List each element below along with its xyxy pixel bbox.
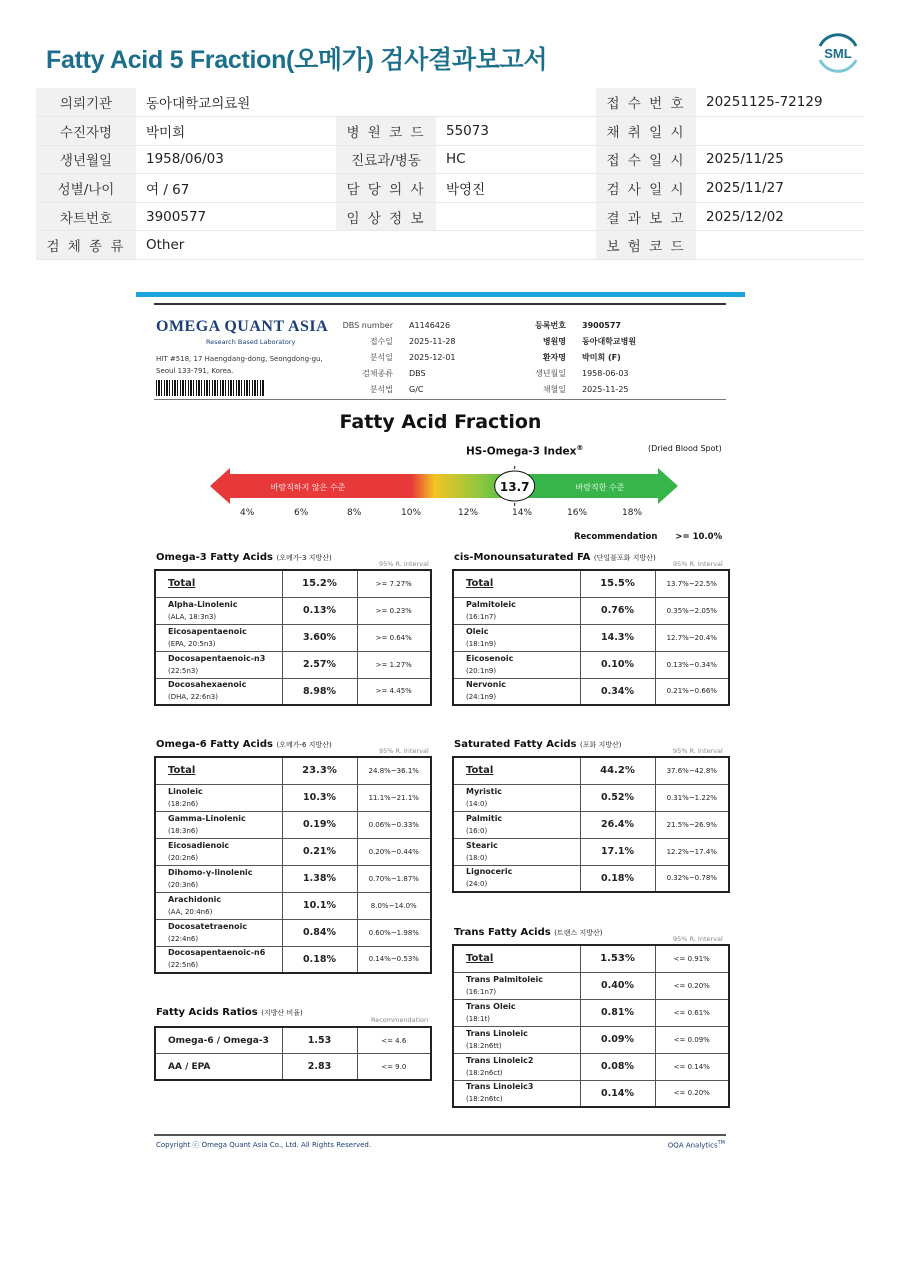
lab-logo: OMEGA QUANT ASIA xyxy=(156,318,329,335)
info-value: 여 / 67 xyxy=(136,174,336,203)
fa-code: (24:0) xyxy=(466,880,488,889)
barcode xyxy=(156,380,264,396)
total-ref: >= 7.27% xyxy=(357,570,431,597)
fa-value: 0.10% xyxy=(580,651,655,678)
section-title: Omega-3 Fatty Acids xyxy=(156,552,273,563)
omega3-index-scale xyxy=(210,466,678,506)
info-label: 병 원 코 드 xyxy=(336,117,436,146)
meta-value: 2025-12-01 xyxy=(409,353,456,362)
interval-note: 95% R. Interval xyxy=(379,747,429,755)
fa-name: Linoleic xyxy=(168,786,203,796)
tick-label: 18% xyxy=(622,508,643,518)
meta-value: 3900577 xyxy=(582,321,621,330)
trans-title xyxy=(454,927,602,938)
lab-address: HIT #518, 17 Haengdang-dong, Seongdong-gu, Seoul 133-791, Korea. xyxy=(156,355,323,375)
total-value: 1.53% xyxy=(580,945,655,972)
info-row xyxy=(36,174,864,203)
total-ref: <= 0.91% xyxy=(655,945,729,972)
report-top-bar xyxy=(136,292,745,297)
info-label: 보 험 코 드 xyxy=(596,231,696,260)
interval-note: 95% R. Interval xyxy=(673,560,723,568)
fa-name: Stearic xyxy=(466,840,498,850)
total-label: Total xyxy=(155,570,282,597)
info-value: 2025/11/25 xyxy=(696,145,864,174)
meta-value: 2025-11-25 xyxy=(582,385,629,394)
ratio-ref: <= 9.0 xyxy=(357,1054,431,1081)
fa-code: (18:1t) xyxy=(466,1014,490,1023)
info-label: 접 수 번 호 xyxy=(596,88,696,117)
info-label: 접 수 일 시 xyxy=(596,145,696,174)
fa-code: (18:3n6) xyxy=(168,826,199,835)
fa-value: 10.1% xyxy=(282,892,357,919)
analytics-label: OQA Analytics xyxy=(667,1141,718,1150)
ratio-name: Omega-6 / Omega-3 xyxy=(155,1027,282,1054)
fa-name: Palmitoleic xyxy=(466,599,516,609)
fa-code: (DHA, 22:6n3) xyxy=(168,693,218,702)
fa-value: 0.76% xyxy=(580,597,655,624)
trans-table xyxy=(452,944,730,1108)
total-label: Total xyxy=(155,757,282,784)
fa-name: Trans Linoleic xyxy=(466,1028,528,1038)
fa-value: 0.14% xyxy=(580,1080,655,1107)
meta-key: 환자명 xyxy=(542,353,566,362)
trademark-mark: TM xyxy=(717,1140,725,1146)
meta-value: A1146426 xyxy=(409,321,451,330)
omega3-title xyxy=(156,552,332,563)
info-label: 수진자명 xyxy=(36,117,136,146)
fa-value: 0.08% xyxy=(580,1053,655,1080)
fa-code: (EPA, 20:5n3) xyxy=(168,639,216,648)
info-value xyxy=(436,202,596,231)
meta-value: DBS xyxy=(409,369,426,378)
fa-value: 0.09% xyxy=(580,1026,655,1053)
mufa-table xyxy=(452,569,730,706)
fa-value: 0.18% xyxy=(580,865,655,892)
copyright: Copyright ⓒ Omega Quant Asia Co., Ltd. All Rights Reserved. xyxy=(156,1141,372,1149)
fa-ref: 0.13%~0.34% xyxy=(655,651,729,678)
section-title: Fatty Acids Ratios xyxy=(156,1007,258,1018)
fa-code: (16:1n7) xyxy=(466,987,497,996)
info-value: 20251125-72129 xyxy=(696,88,864,117)
fa-ref: 12.7%~20.4% xyxy=(655,624,729,651)
fa-value: 10.3% xyxy=(282,784,357,811)
tick-label: 6% xyxy=(294,508,309,518)
fa-name: Trans Linoleic2 xyxy=(466,1055,534,1065)
tick-label: 4% xyxy=(240,508,255,518)
meta-value: 2025-11-28 xyxy=(409,337,456,346)
interval-note: 95% R. Interval xyxy=(673,935,723,943)
fa-name: Nervonic xyxy=(466,680,506,690)
fa-value: 0.19% xyxy=(282,811,357,838)
info-row xyxy=(36,88,864,117)
fa-name: Eicosenoic xyxy=(466,653,514,663)
fa-ref: <= 0.09% xyxy=(655,1026,729,1053)
fa-name: Eicosapentaenoic xyxy=(168,626,247,636)
omega3-table xyxy=(154,569,432,706)
divider xyxy=(154,303,726,305)
fa-ref: <= 0.61% xyxy=(655,999,729,1026)
fa-name: Gamma-Linolenic xyxy=(168,813,246,823)
fa-name: Alpha-Linolenic xyxy=(168,599,238,609)
fa-value: 0.21% xyxy=(282,838,357,865)
page-title: Fatty Acid 5 Fraction(오메가) 검사결과보고서 xyxy=(46,46,548,74)
hs-omega-title-text: HS-Omega-3 Index xyxy=(466,445,577,458)
fa-name: Lignoceric xyxy=(466,867,513,877)
fa-ref: 0.14%~0.53% xyxy=(357,946,431,973)
meta-key: 분석법 xyxy=(369,385,393,394)
fa-value: 0.84% xyxy=(282,919,357,946)
fa-code: (18:2n6ct) xyxy=(466,1068,503,1077)
total-label: Total xyxy=(453,945,580,972)
fa-name: Trans Linoleic3 xyxy=(466,1082,534,1092)
meta-key: 검체종류 xyxy=(362,369,393,378)
total-value: 15.5% xyxy=(580,570,655,597)
info-row xyxy=(36,145,864,174)
sml-logo xyxy=(814,30,862,76)
fa-code: (ALA, 18:3n3) xyxy=(168,612,217,621)
info-value xyxy=(696,231,864,260)
tick-label: 8% xyxy=(347,508,362,518)
undesirable-label: 바람직하지 않은 수준 xyxy=(270,483,346,492)
recommendation-value: >= 10.0% xyxy=(675,532,723,542)
section-title: cis-Monounsaturated FA xyxy=(454,552,591,563)
fa-code: (22:5n6) xyxy=(168,961,199,970)
dbs-label: (Dried Blood Spot) xyxy=(648,444,722,453)
total-ref: 37.6%~42.8% xyxy=(655,757,729,784)
fa-code: (22:4n6) xyxy=(168,934,199,943)
fa-code: (18:1n9) xyxy=(466,639,497,648)
fa-name: Docosapentaenoic-n3 xyxy=(168,653,266,663)
registered-mark: ® xyxy=(576,444,584,452)
hs-omega-title xyxy=(466,444,583,458)
total-label: Total xyxy=(453,757,580,784)
info-value: HC xyxy=(436,145,596,174)
fa-ref: 0.70%~1.87% xyxy=(357,865,431,892)
fa-ref: <= 0.20% xyxy=(655,1080,729,1107)
total-value: 23.3% xyxy=(282,757,357,784)
info-label: 담 당 의 사 xyxy=(336,174,436,203)
ratio-value: 2.83 xyxy=(282,1054,357,1081)
info-value: 55073 xyxy=(436,117,596,146)
fa-name: Trans Oleic xyxy=(466,1001,516,1011)
ratios-table xyxy=(154,1026,432,1081)
fa-name: Arachidonic xyxy=(168,894,222,904)
recommendation xyxy=(574,532,722,542)
fa-ref: <= 0.20% xyxy=(655,972,729,999)
fa-value: 17.1% xyxy=(580,838,655,865)
meta-key: DBS number xyxy=(342,321,393,330)
fa-value: 0.81% xyxy=(580,999,655,1026)
section-title: Saturated Fatty Acids xyxy=(454,739,577,750)
tick-label: 14% xyxy=(512,508,533,518)
fa-name: Palmitic xyxy=(466,813,503,823)
fa-ref: >= 4.45% xyxy=(357,678,431,705)
meta-value: G/C xyxy=(409,385,424,394)
fa-code: (18:2n6tt) xyxy=(466,1041,502,1050)
total-ref: 24.8%~36.1% xyxy=(357,757,431,784)
meta-key: 분석일 xyxy=(369,353,393,362)
fa-code: (22:5n3) xyxy=(168,666,199,675)
section-subtitle: (단일불포화 지방산) xyxy=(593,554,656,562)
info-value: 3900577 xyxy=(136,202,336,231)
info-label: 진료과/병동 xyxy=(336,145,436,174)
fa-ref: 21.5%~26.9% xyxy=(655,811,729,838)
divider xyxy=(154,1134,726,1136)
ratios-title xyxy=(156,1007,303,1018)
info-value: Other xyxy=(136,231,596,260)
recommendation-label: Recommendation xyxy=(574,532,658,542)
fa-ref: 0.21%~0.66% xyxy=(655,678,729,705)
fa-code: (20:2n6) xyxy=(168,853,199,862)
section-subtitle: (오메가-3 지방산) xyxy=(276,554,332,562)
fa-name: Docosapentaenoic-n6 xyxy=(168,948,266,958)
fa-value: 3.60% xyxy=(282,624,357,651)
fa-name: Docosatetraenoic xyxy=(168,921,248,931)
interval-note: 95% R. Interval xyxy=(379,560,429,568)
fa-name: Eicosadienoic xyxy=(168,840,230,850)
fa-value: 0.40% xyxy=(580,972,655,999)
fa-name: Docosahexaenoic xyxy=(168,680,247,690)
sfa-table xyxy=(452,756,730,893)
oqa-analytics xyxy=(668,1140,725,1149)
info-label: 의뢰기관 xyxy=(36,88,136,117)
fa-code: (18:2n6) xyxy=(168,799,199,808)
fa-code: (20:3n6) xyxy=(168,880,199,889)
omega6-table xyxy=(154,756,432,974)
fa-ref: 0.35%~2.05% xyxy=(655,597,729,624)
info-label: 임 상 정 보 xyxy=(336,202,436,231)
tick-label: 12% xyxy=(458,508,479,518)
fa-ref: >= 1.27% xyxy=(357,651,431,678)
patient-info-table xyxy=(36,88,864,260)
info-value: 박영진 xyxy=(436,174,596,203)
fa-value: 0.52% xyxy=(580,784,655,811)
meta-key: 접수일 xyxy=(369,337,393,346)
fa-name: Myristic xyxy=(466,786,502,796)
fa-code: (16:0) xyxy=(466,826,488,835)
fa-name: Trans Palmitoleic xyxy=(466,974,544,984)
fa-name: Dihomo-γ-linolenic xyxy=(168,867,253,877)
fa-ref: 0.32%~0.78% xyxy=(655,865,729,892)
fa-ref: 0.20%~0.44% xyxy=(357,838,431,865)
meta-value: 1958-06-03 xyxy=(582,369,629,378)
meta-value: 동아대학교병원 xyxy=(582,337,637,346)
lab-subtitle: Research Based Laboratory xyxy=(206,338,296,346)
fa-ref: <= 0.14% xyxy=(655,1053,729,1080)
meta-value: 박미희 (F) xyxy=(582,353,621,362)
meta-key: 등록번호 xyxy=(535,321,566,330)
fa-ref: 0.31%~1.22% xyxy=(655,784,729,811)
section-title: Omega-6 Fatty Acids xyxy=(156,739,273,750)
interval-note: 95% R. Interval xyxy=(673,747,723,755)
total-value: 44.2% xyxy=(580,757,655,784)
fa-ref: >= 0.23% xyxy=(357,597,431,624)
section-subtitle: (오메가-6 지방산) xyxy=(276,741,332,749)
section-subtitle: (포화 지방산) xyxy=(579,741,622,749)
meta-left xyxy=(336,318,456,398)
info-value: 박미희 xyxy=(136,117,336,146)
ratio-name: AA / EPA xyxy=(155,1054,282,1081)
fa-code: (24:1n9) xyxy=(466,693,497,702)
info-value: 2025/12/02 xyxy=(696,202,864,231)
ratio-ref: <= 4.6 xyxy=(357,1027,431,1054)
info-row xyxy=(36,117,864,146)
mufa-title xyxy=(454,552,656,563)
embedded-report xyxy=(136,292,745,1162)
section-title: Trans Fatty Acids xyxy=(454,927,551,938)
info-value: 1958/06/03 xyxy=(136,145,336,174)
info-label: 생년월일 xyxy=(36,145,136,174)
info-value xyxy=(696,117,864,146)
fa-ref: >= 0.64% xyxy=(357,624,431,651)
fa-code: (16:1n7) xyxy=(466,612,497,621)
info-label: 채 취 일 시 xyxy=(596,117,696,146)
fa-ref: 11.1%~21.1% xyxy=(357,784,431,811)
fa-code: (14:0) xyxy=(466,799,488,808)
fa-value: 26.4% xyxy=(580,811,655,838)
sfa-title xyxy=(454,739,621,750)
divider xyxy=(154,399,726,400)
fa-value: 2.57% xyxy=(282,651,357,678)
fa-ref: 0.60%~1.98% xyxy=(357,919,431,946)
info-row xyxy=(36,231,864,260)
total-ref: 13.7%~22.5% xyxy=(655,570,729,597)
meta-key: 채혈일 xyxy=(542,385,566,394)
fa-value: 0.13% xyxy=(282,597,357,624)
total-value: 15.2% xyxy=(282,570,357,597)
fa-value: 0.18% xyxy=(282,946,357,973)
info-label: 성별/나이 xyxy=(36,174,136,203)
fa-title: Fatty Acid Fraction xyxy=(339,411,542,433)
info-label: 검 사 일 시 xyxy=(596,174,696,203)
info-value: 동아대학교의료원 xyxy=(136,88,596,117)
fa-code: (20:1n9) xyxy=(466,666,497,675)
desirable-label: 바람직한 수준 xyxy=(575,483,625,492)
fa-code: (18:0) xyxy=(466,853,488,862)
fa-value: 14.3% xyxy=(580,624,655,651)
tick-label: 16% xyxy=(567,508,588,518)
recommendation-note: Recommendation xyxy=(371,1016,429,1024)
fa-ref: 8.0%~14.0% xyxy=(357,892,431,919)
section-subtitle: (트랜스 지방산) xyxy=(554,929,603,937)
fa-code: (18:2n6tc) xyxy=(466,1095,503,1104)
meta-key: 병원명 xyxy=(542,337,566,346)
index-value: 13.7 xyxy=(499,480,530,494)
fa-value: 8.98% xyxy=(282,678,357,705)
ratio-value: 1.53 xyxy=(282,1027,357,1054)
fa-name: Oleic xyxy=(466,626,489,636)
info-value: 2025/11/27 xyxy=(696,174,864,203)
fa-value: 0.34% xyxy=(580,678,655,705)
total-label: Total xyxy=(453,570,580,597)
fa-value: 1.38% xyxy=(282,865,357,892)
meta-right xyxy=(516,318,636,398)
fa-ref: 12.2%~17.4% xyxy=(655,838,729,865)
fa-ref: 0.06%~0.33% xyxy=(357,811,431,838)
omega6-title xyxy=(156,739,332,750)
logo-text: SML xyxy=(824,46,852,61)
fa-code: (AA, 20:4n6) xyxy=(168,907,213,916)
info-label: 차트번호 xyxy=(36,202,136,231)
info-label: 검 체 종 류 xyxy=(36,231,136,260)
info-row xyxy=(36,202,864,231)
tick-label: 10% xyxy=(401,508,422,518)
info-label: 결 과 보 고 xyxy=(596,202,696,231)
meta-key: 생년월일 xyxy=(535,369,566,378)
section-subtitle: (지방산 비율) xyxy=(261,1009,303,1017)
index-marker xyxy=(495,466,535,506)
